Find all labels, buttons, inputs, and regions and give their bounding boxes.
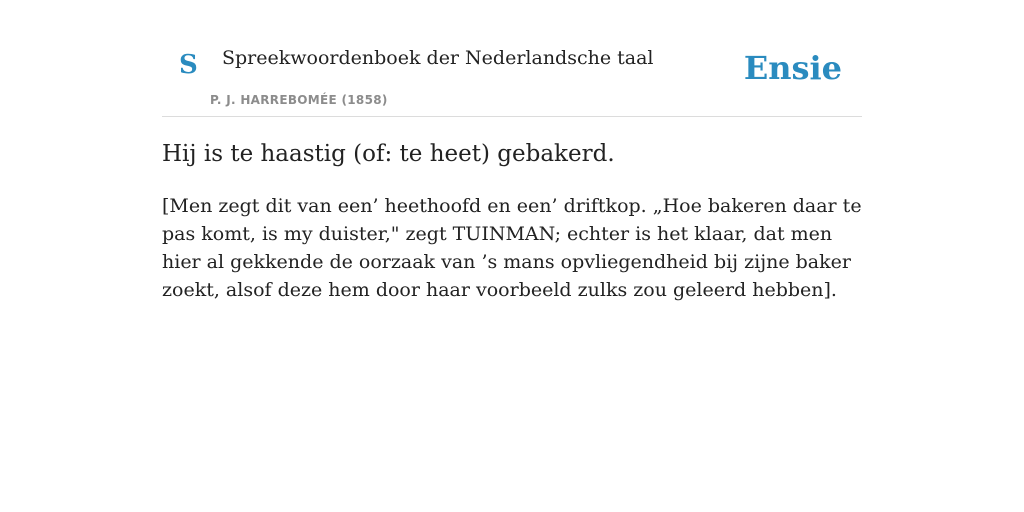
book-letter-link[interactable]: S [179, 50, 198, 80]
book-header [162, 0, 862, 117]
ensie-logo[interactable]: Ensie [743, 49, 842, 87]
entry-title: Hij is te haastig (of: te heet) gebakerd. [162, 141, 615, 167]
book-title[interactable]: Spreekwoordenboek der Nederlandsche taal [222, 47, 654, 69]
book-author: P. J. HARREBOMÉE (1858) [210, 93, 388, 107]
entry-body: [Men zegt dit van een’ heethoofd en een’ driftkop. „Hoe bakeren daar te pas komt, is my duister," zegt TUINMAN; echter is het klaar, dat men hier al gekkende de oorzaak van ’s mans opvliegendheid bij zijne baker zoekt, alsof deze hem door haar voorbeeld zulks zou geleerd hebben]. [162, 195, 862, 301]
